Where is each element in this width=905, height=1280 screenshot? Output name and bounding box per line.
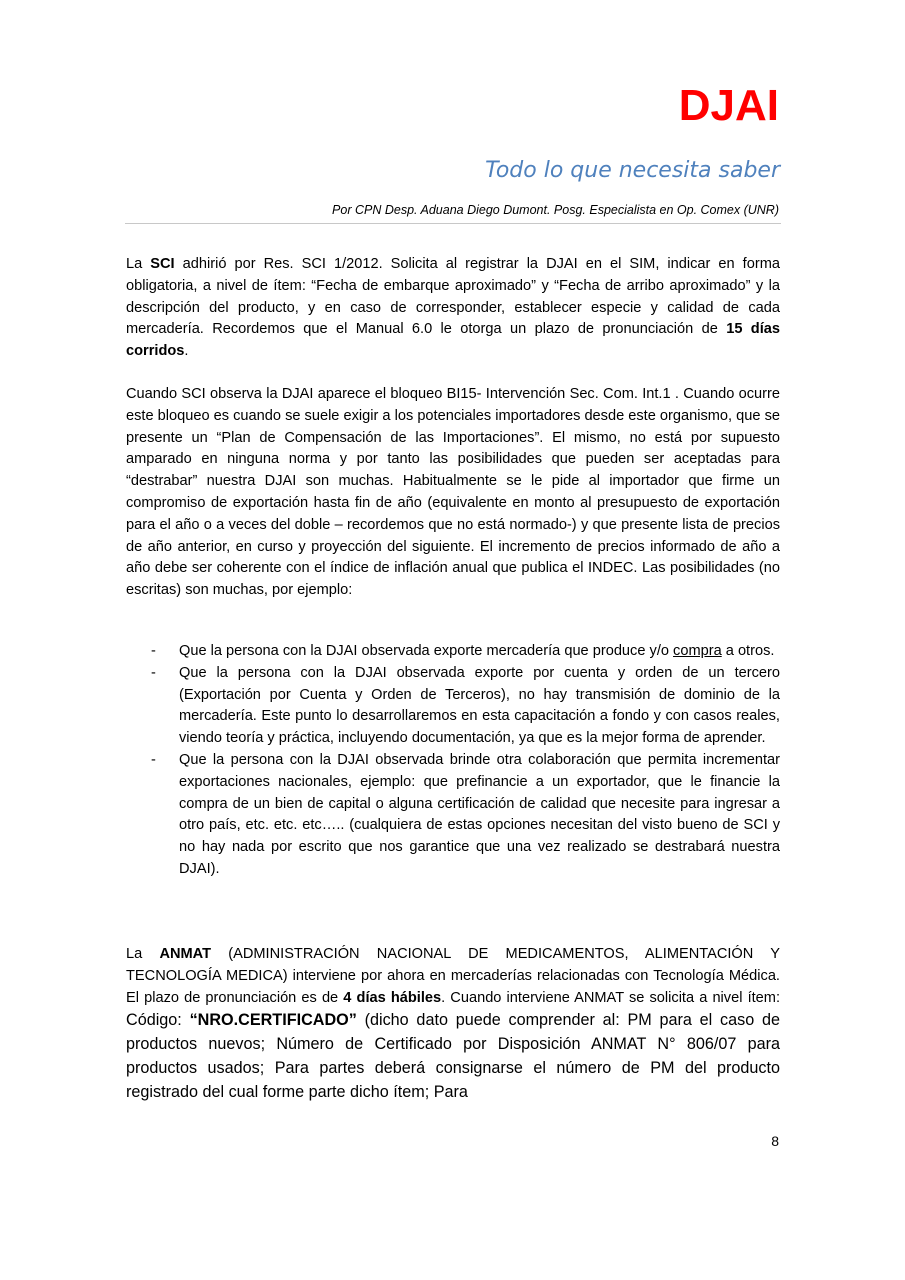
paragraph-anmat bbox=[126, 944, 780, 1105]
text-run: Código: bbox=[126, 1011, 190, 1030]
document-subtitle: Todo lo que necesita saber bbox=[485, 158, 780, 183]
bold-sci: SCI bbox=[150, 256, 175, 272]
dash-bullet: - bbox=[151, 664, 156, 681]
dash-bullet: - bbox=[151, 643, 156, 659]
dash-bullet: - bbox=[151, 751, 156, 768]
header-divider bbox=[125, 223, 781, 224]
bold-deadline: 15 días corridos bbox=[126, 321, 780, 360]
paragraph-sci bbox=[126, 254, 780, 363]
text-run: . bbox=[184, 343, 189, 360]
document-title: DJAI bbox=[678, 81, 779, 130]
text-run: La bbox=[126, 256, 151, 272]
options-list bbox=[126, 641, 780, 881]
author-line: Por CPN Desp. Aduana Diego Dumont. Posg. Especialista en Op. Comex (UNR) bbox=[332, 203, 779, 217]
text-run: a otros. bbox=[721, 643, 775, 659]
text-run: Que la persona con la DJAI observada exporte por cuenta y orden de un tercero (Exportación por Cuenta y Orden de Terceros), no hay transmisión de dominio de la mercadería. Este punto lo desarrollaremos en esta capacitación a fondo y con casos reales, viendo teoría y práctica, incluyendo documentación, ya que es la mejor forma de aprender. bbox=[179, 664, 780, 747]
underlined-word: compra bbox=[673, 643, 722, 659]
text-run: (ADMINISTRACIÓN NACIONAL DE MEDICAMENTOS, ALIMENTACIÓN Y TECNOLOGÍA MEDICA) interviene por ahora en mercaderías relacionadas con Tecnología Médica. El plazo de pronunciación es de bbox=[126, 946, 780, 1006]
text-run: adhirió por Res. SCI 1/2012. Solicita al registrar la DJAI en el SIM, indicar en forma obligatoria, a nivel de ítem: “Fecha de embarque aproximado” y “Fecha de arribo aproximado” y la descripción del producto, y en caso de corresponder, establecer especie y calidad de cada mercadería. Recordemos que el Manual 6.0 le otorga un plazo de pronunciación de bbox=[126, 256, 780, 338]
bold-anmat: ANMAT bbox=[159, 946, 212, 962]
bold-deadline: 4 días hábiles bbox=[343, 989, 442, 1006]
text-run: Que la persona con la DJAI observada brinde otra colaboración que permita incrementar exportaciones nacionales, ejemplo: que prefinancie a un exportador, que le financie la compra de un bien de capital o alguna certificación de calidad que necesite para ingresar a otro país, etc. etc. etc….. (cualquiera de estas opciones necesitan del visto bueno de SCI y no hay nada por escrito que nos garantice que una vez realizado se destrabará nuestra DJAI). bbox=[179, 751, 780, 877]
bold-code: “NRO.CERTIFICADO” bbox=[189, 1011, 357, 1030]
list-item bbox=[126, 641, 780, 663]
paragraph-bloqueo: Cuando SCI observa la DJAI aparece el bloqueo BI15- Intervención Sec. Com. Int.1 . Cuando ocurre este bloqueo es cuando se suele exigir a los potenciales importadores desde este organismo, que se presente un “Plan de Compensación de las Importaciones”. El mismo, no está por supuesto amparado en ninguna norma y por tanto las posibilidades que pueden ser aceptadas para “destrabar” nuestra DJAI son muchas. Habitualmente se le pide al importador que firme un compromiso de exportación hasta fin de año (equivalente en monto al presupuesto de exportación para el año o a veces del doble – recordemos que no está normado-) y que presente lista de precios de año anterior, en curso y proyección del siguiente. El incremento de precios informado de año a año debe ser coherente con el índice de inflación anual que publica el INDEC. Las posibilidades (no escritas) son muchas, por ejemplo: bbox=[126, 386, 780, 599]
list-item bbox=[126, 750, 780, 881]
text-run: La bbox=[126, 946, 160, 962]
text-run: (dicho dato puede comprender al: PM para el caso de productos nuevos; Número de Certificado por Disposición ANMAT N° 806/07 para productos usados; Para partes deberá consignarse el número de PM del producto registrado del cual forme parte dicho ítem; Para bbox=[126, 1011, 780, 1101]
list-item bbox=[126, 663, 780, 750]
text-run: Que la persona con la DJAI observada exporte mercadería que produce y/o bbox=[179, 643, 674, 659]
page-number: 8 bbox=[771, 1133, 779, 1149]
text-run: . Cuando interviene ANMAT se solicita a nivel ítem: bbox=[441, 989, 781, 1006]
